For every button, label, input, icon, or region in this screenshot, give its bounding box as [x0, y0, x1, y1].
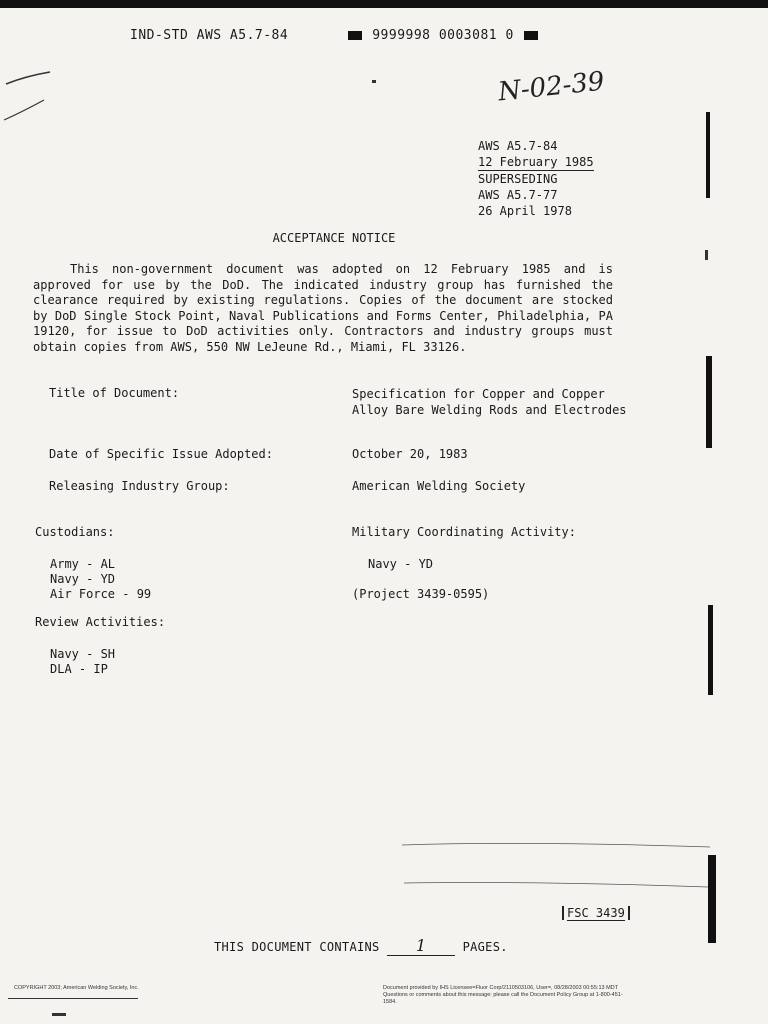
barcode-text: 9999998 0003081 0 [372, 28, 514, 43]
speck [705, 250, 708, 260]
scan-edge-mark [708, 855, 716, 943]
group-label: Releasing Industry Group: [49, 479, 230, 493]
notice-title: ACCEPTANCE NOTICE [272, 231, 396, 245]
scan-edge-mark [708, 605, 713, 695]
stamp-line: SUPERSEDING [478, 172, 558, 186]
issue-stamp [478, 138, 594, 219]
title-label: Title of Document: [49, 386, 180, 400]
stamp-line: AWS A5.7-77 [478, 188, 558, 202]
date-value: October 20, 1983 [352, 447, 468, 461]
scan-top-edge [0, 0, 768, 8]
document-header [130, 28, 538, 43]
scan-lines [390, 835, 720, 895]
page-count-prefix: THIS DOCUMENT CONTAINS [214, 940, 380, 954]
review-heading: Review Activities: [35, 615, 166, 629]
custodians-list [50, 557, 151, 602]
speck [372, 80, 376, 83]
list-item: Navy - YD [50, 572, 116, 586]
date-label: Date of Specific Issue Adopted: [49, 447, 273, 461]
stamp-line: 12 February 1985 [478, 155, 594, 169]
list-item: Air Force - 99 [50, 587, 152, 601]
notice-paragraph: This non-government document was adopted on 12 February 1985 and is approved for use by the DoD. The indicated industry group has furnished the clearance required by existing regulations. Copies of the document are stocked by DoD Single Stock Point, Naval Publications and Forms Center, Philadelphia, PA 19120, for issue to DoD activities only. Contractors and industry groups must obtain copies from AWS, 550 NW LeJeune Rd., Miami, FL 33126. [33, 262, 613, 354]
title-value: Specification for Copper and Copper Alloy Bare Welding Rods and Electrodes [352, 387, 627, 417]
stamp-line: AWS A5.7-84 [478, 139, 558, 153]
speck [52, 1013, 66, 1016]
military-heading: Military Coordinating Activity: [352, 525, 576, 539]
fsc-code: FSC 3439 [562, 906, 630, 920]
notice-title-row [0, 231, 768, 245]
provider-notice: Document provided by IHS Licensee=Fluor Corp/2110503106, User=, 08/28/2003 00:55:13 MDT Questions or comments about this message: please call the Document Policy Group at 1-800-451-1584. [383, 985, 623, 1005]
barcode-block-left [348, 31, 362, 40]
scan-edge-mark [706, 356, 712, 448]
scan-edge-mark [706, 112, 710, 198]
project-number: (Project 3439-0595) [352, 587, 490, 601]
page-count-line [214, 936, 508, 956]
margin-scribble [0, 60, 70, 130]
page-count-value: 1 [387, 936, 455, 956]
copyright-notice: COPYRIGHT 2003; American Welding Society, Inc. [14, 985, 139, 991]
military-item: Navy - YD [368, 557, 434, 571]
list-item: DLA - IP [50, 662, 108, 676]
group-value: American Welding Society [352, 479, 526, 493]
page-count-suffix: PAGES. [462, 940, 508, 954]
barcode-block-right [524, 31, 538, 40]
list-item: Army - AL [50, 557, 116, 571]
stamp-line: 26 April 1978 [478, 204, 572, 218]
list-item: Navy - SH [50, 647, 116, 661]
speck [8, 998, 138, 999]
standard-id: IND-STD AWS A5.7-84 [130, 28, 289, 43]
custodians-heading: Custodians: [35, 525, 115, 539]
handwritten-note: N-02-39 [496, 66, 606, 108]
review-list [50, 647, 115, 677]
